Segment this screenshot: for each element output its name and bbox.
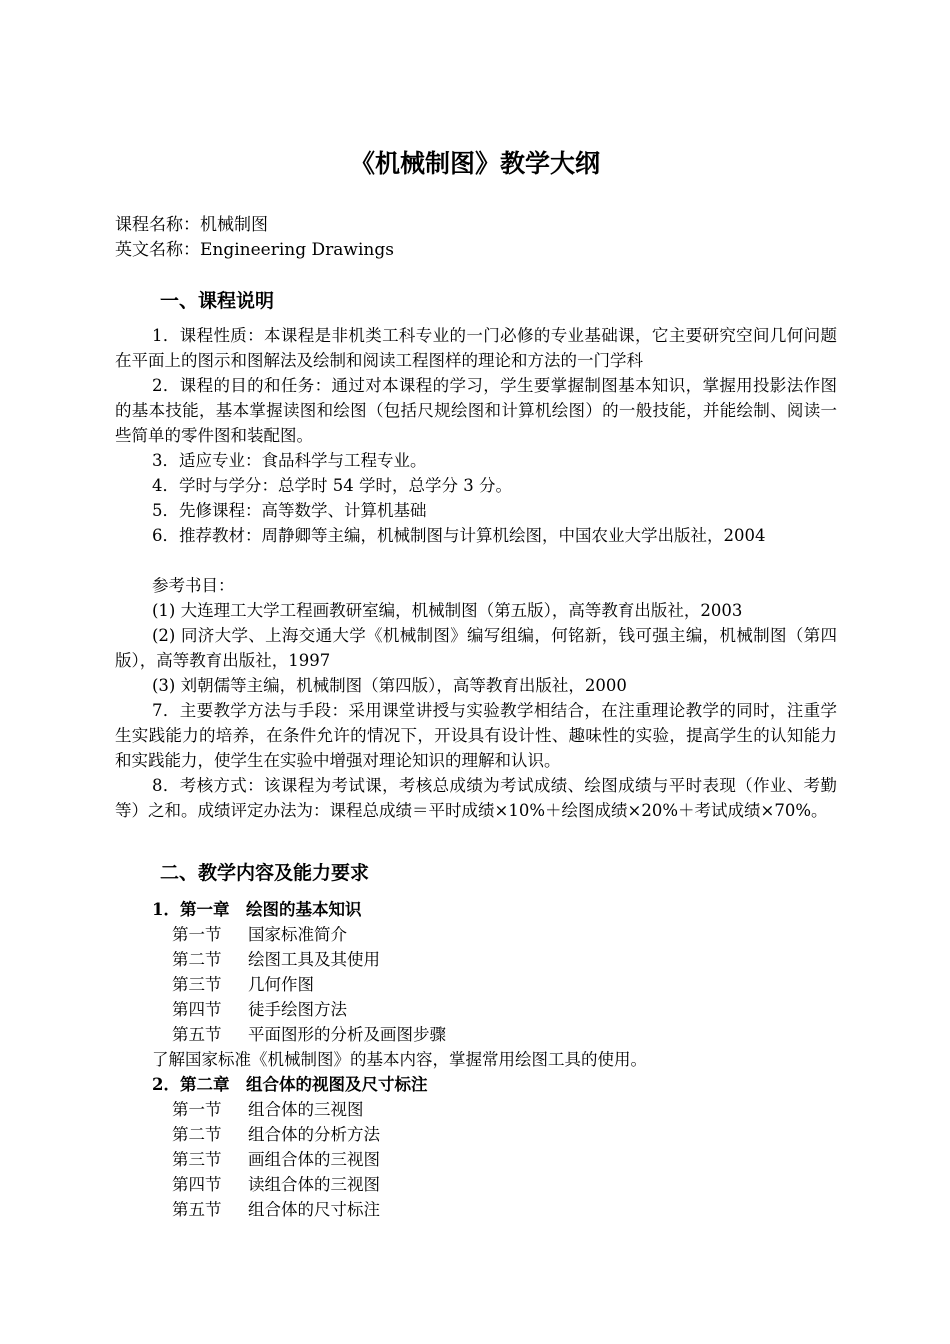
- item-prerequisites: 5．先修课程：高等数学、计算机基础: [152, 501, 427, 520]
- reference-3: (3) 刘朝儒等主编，机械制图（第四版），高等教育出版社，2000: [152, 676, 627, 695]
- chapter-2-section-3: 第三节 画组合体的三视图: [172, 1150, 380, 1169]
- item-textbook: 6．推荐教材：周静卿等主编，机械制图与计算机绘图，中国农业大学出版社，2004: [152, 526, 766, 545]
- english-name: 英文名称：Engineering Drawings: [115, 240, 394, 260]
- section-heading-course-description: 一、课程说明: [160, 290, 275, 312]
- chapter-2-title: 2．第二章 组合体的视图及尺寸标注: [152, 1075, 428, 1094]
- chapter-1-section-2: 第二节 绘图工具及其使用: [172, 950, 380, 969]
- chapter-1-title: 1．第一章 绘图的基本知识: [152, 900, 362, 919]
- references-label: 参考书目：: [152, 576, 235, 595]
- section-heading-teaching-content: 二、教学内容及能力要求: [160, 862, 370, 884]
- item-course-goals: 2．课程的目的和任务：通过对本课程的学习，学生要掌握制图基本知识，掌握用投影法作图的基本技能，基本掌握读图和绘图（包括尺规绘图和计算机绘图）的一般技能，并能绘制、阅读一些简单的零件图和装配图。: [115, 376, 837, 445]
- course-name: 课程名称：机械制图: [115, 215, 268, 235]
- item-course-nature: 1．课程性质：本课程是非机类工科专业的一门必修的专业基础课，它主要研究空间几何问题在平面上的图示和图解法及绘制和阅读工程图样的理论和方法的一门学科: [115, 326, 837, 370]
- reference-2: (2) 同济大学、上海交通大学《机械制图》编写组编，何铭新，钱可强主编，机械制图（第四版），高等教育出版社，1997: [115, 626, 837, 670]
- item-assessment: 8．考核方式：该课程为考试课，考核总成绩为考试成绩、绘图成绩与平时表现（作业、考勤等）之和。成绩评定办法为：课程总成绩＝平时成绩×10%＋绘图成绩×20%＋考试成绩×70%。: [115, 776, 837, 820]
- chapter-2-section-2: 第二节 组合体的分析方法: [172, 1125, 380, 1144]
- chapter-1-section-1: 第一节 国家标准简介: [172, 925, 347, 944]
- item-hours-credits: 4．学时与学分：总学时 54 学时，总学分 3 分。: [152, 476, 512, 495]
- reference-1: (1) 大连理工大学工程画教研室编，机械制图（第五版），高等教育出版社，2003: [152, 601, 743, 620]
- chapter-2-section-4: 第四节 读组合体的三视图: [172, 1175, 380, 1194]
- chapter-1-section-4: 第四节 徒手绘图方法: [172, 1000, 347, 1019]
- chapter-1-section-3: 第三节 几何作图: [172, 975, 314, 994]
- chapter-2-section-5: 第五节 组合体的尺寸标注: [172, 1200, 380, 1219]
- item-applicable-major: 3．适应专业：食品科学与工程专业。: [152, 451, 427, 470]
- chapter-1-requirement: 了解国家标准《机械制图》的基本内容，掌握常用绘图工具的使用。: [152, 1050, 647, 1069]
- document-title: 《机械制图》教学大纲: [349, 149, 600, 178]
- item-teaching-methods: 7．主要教学方法与手段：采用课堂讲授与实验教学相结合，在注重理论教学的同时，注重学生实践能力的培养，在条件允许的情况下，开设具有设计性、趣味性的实验，提高学生的认知能力和实践能力，使学生在实验中增强对理论知识的理解和认识。: [115, 701, 837, 770]
- chapter-2-section-1: 第一节 组合体的三视图: [172, 1100, 364, 1119]
- chapter-1-section-5: 第五节 平面图形的分析及画图步骤: [172, 1025, 446, 1044]
